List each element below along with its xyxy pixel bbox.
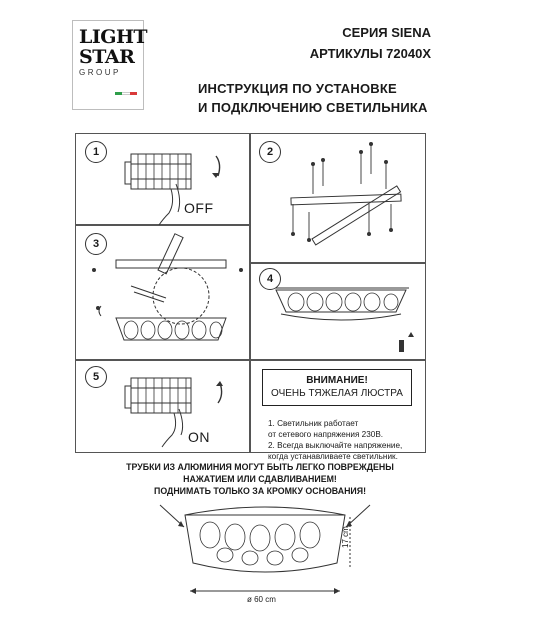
series-info — [310, 22, 431, 64]
diameter-label: ø 60 cm — [247, 595, 276, 604]
step-3-number: 3 — [85, 233, 107, 255]
article-numbers: АРТИКУЛЫ 72040X — [309, 46, 431, 61]
title-line1: ИНСТРУКЦИЯ ПО УСТАНОВКЕ — [198, 81, 397, 96]
flag-stripe — [115, 92, 137, 95]
warning-heading: ВНИМАНИЕ! — [306, 375, 368, 386]
step-5-number: 5 — [85, 366, 107, 388]
note-2a: 2. Всегда выключайте напряжение, — [268, 441, 403, 450]
brand-logo — [72, 20, 148, 110]
note-1a: 1. Светильник работает — [268, 419, 359, 428]
off-label: OFF — [184, 200, 214, 216]
step-4-number: 4 — [259, 268, 281, 290]
note-2b: когда устанавливаете светильник. — [268, 452, 398, 461]
caution-line1: ТРУБКИ ИЗ АЛЮМИНИЯ МОГУТ БЫТЬ ЛЕГКО ПОВРЕЖДЕНЫ — [126, 462, 394, 472]
on-label: ON — [188, 429, 210, 445]
warning-text: ОЧЕНЬ ТЯЖЕЛАЯ ЛЮСТРА — [271, 388, 403, 399]
series-name: СЕРИЯ SIENA — [342, 25, 431, 40]
step-2-number: 2 — [259, 141, 281, 163]
fixture-dimension-drawing — [150, 495, 380, 610]
height-label: 17 cm — [341, 526, 350, 548]
caution-text — [110, 461, 410, 497]
page-title — [198, 79, 428, 117]
title-line2: И ПОДКЛЮЧЕНИЮ СВЕТИЛЬНИКА — [198, 100, 428, 115]
step-1-number: 1 — [85, 141, 107, 163]
brand-line1: LIGHT — [79, 26, 148, 48]
note-1b: от сетевого напряжения 230В. — [268, 430, 384, 439]
brand-line3: GROUP — [79, 68, 121, 77]
brand-line2: STAR — [79, 46, 135, 68]
caution-line2: НАЖАТИЕМ ИЛИ СДАВЛИВАНИЕМ! — [183, 474, 337, 484]
caution-line3: ПОДНИМАТЬ ТОЛЬКО ЗА КРОМКУ ОСНОВАНИЯ! — [154, 486, 366, 496]
warning-box — [262, 369, 412, 406]
notes-list — [268, 418, 428, 462]
